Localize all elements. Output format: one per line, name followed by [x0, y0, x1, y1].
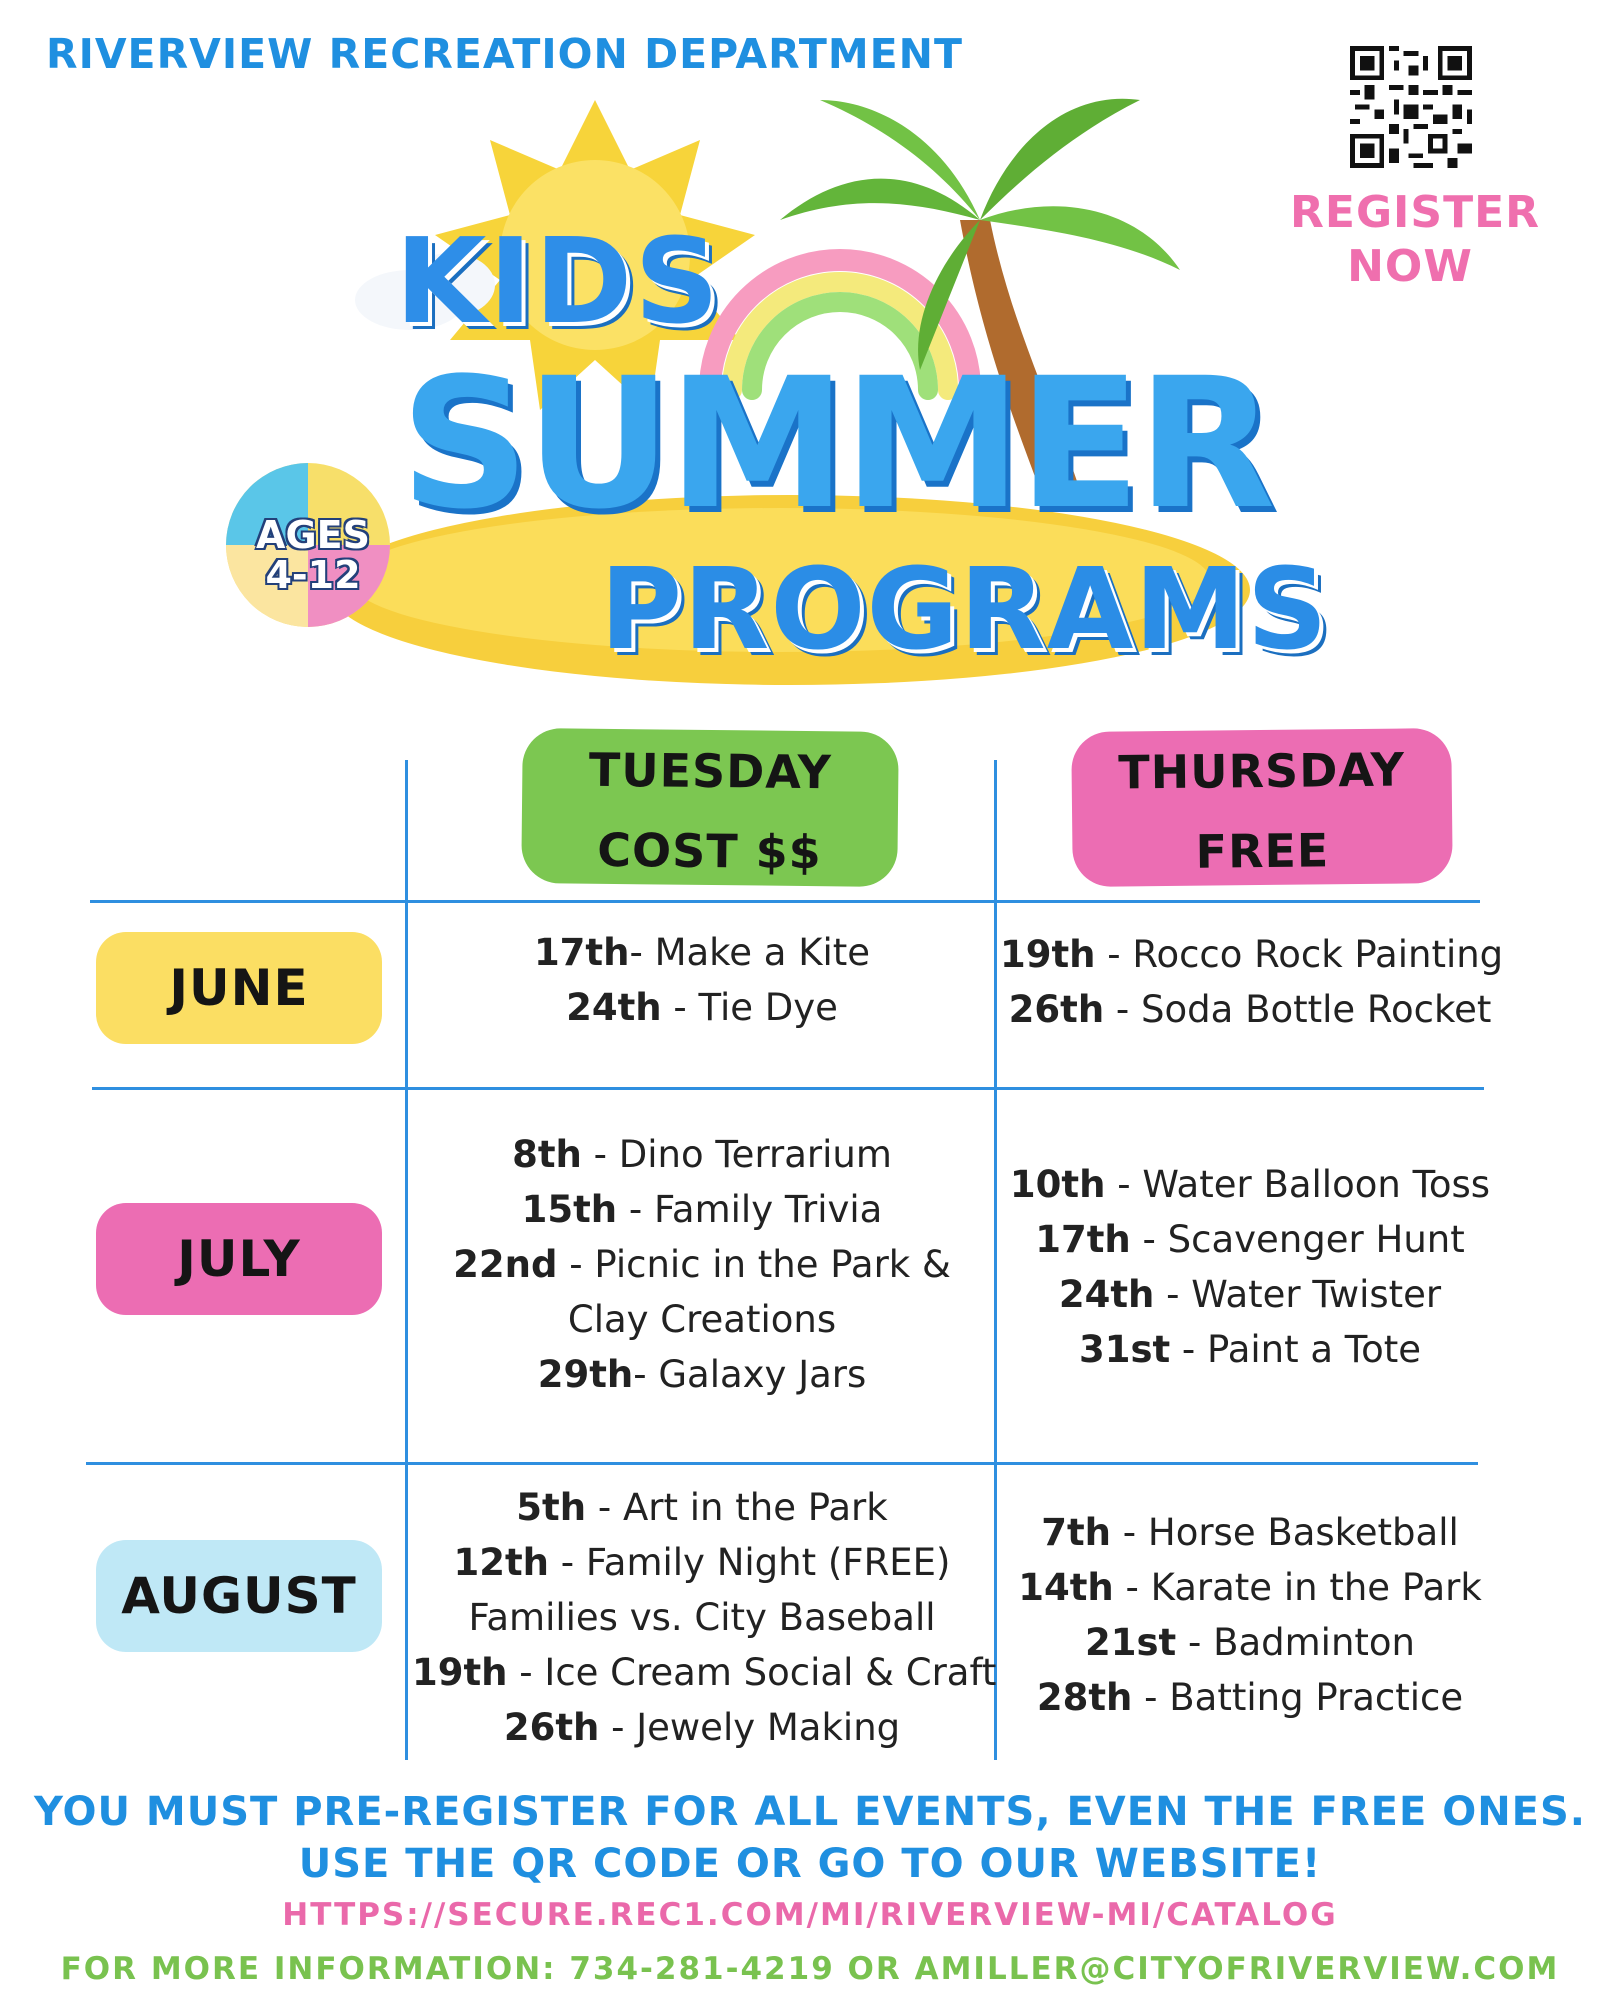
event-date: 17th — [533, 931, 630, 974]
july-tuesday-cell — [412, 1127, 992, 1402]
june-thursday-cell — [1000, 927, 1504, 1037]
event-date: 29th — [537, 1353, 634, 1396]
month-august: AUGUST — [96, 1540, 382, 1652]
event-text: Clay Creations — [567, 1298, 837, 1341]
event-date: 5th — [516, 1486, 587, 1529]
register-now-link[interactable]: REGISTER NOW — [1290, 187, 1541, 292]
event-text: - Dino Terrarium — [581, 1133, 892, 1176]
grid-vline-1 — [405, 760, 408, 1760]
event-date: 21st — [1085, 1621, 1177, 1664]
event-line — [412, 1590, 992, 1645]
event-line — [412, 1480, 992, 1535]
event-text: - Ice Cream Social & Craft — [507, 1651, 997, 1694]
event-text: - Badminton — [1176, 1621, 1415, 1664]
ages-badge — [238, 515, 388, 595]
event-line — [1000, 982, 1500, 1037]
event-text: - Horse Basketball — [1111, 1511, 1459, 1554]
event-text: - Rocco Rock Painting — [1095, 933, 1504, 976]
event-text: - Family Trivia — [617, 1188, 883, 1231]
event-line — [1000, 1212, 1500, 1267]
event-line — [412, 1237, 992, 1292]
ages-range: 4-12 — [265, 553, 361, 597]
department-title: RIVERVIEW RECREATION DEPARTMENT — [46, 30, 963, 78]
event-line — [412, 925, 992, 980]
event-text: - Paint a Tote — [1170, 1328, 1422, 1371]
event-line — [412, 1127, 992, 1182]
event-text: - Jewely Making — [599, 1706, 901, 1749]
event-line — [412, 1645, 997, 1700]
event-line — [412, 1182, 992, 1237]
notice-line-2: USE THE QR CODE OR GO TO OUR WEBSITE! — [298, 1841, 1322, 1887]
event-date: 19th — [1000, 933, 1096, 976]
tuesday-label: TUESDAY — [588, 742, 833, 800]
event-text: Families vs. City Baseball — [468, 1596, 936, 1639]
august-thursday-cell — [1000, 1505, 1500, 1725]
event-line — [1000, 927, 1504, 982]
event-text: - Water Twister — [1154, 1273, 1442, 1316]
event-text: - Water Balloon Toss — [1105, 1163, 1491, 1206]
event-date: 24th — [566, 986, 662, 1029]
website-link[interactable]: HTTPS://SECURE.REC1.COM/MI/RIVERVIEW-MI/CATALOG — [282, 1897, 1338, 1933]
event-line — [412, 1535, 992, 1590]
grid-hline-1 — [90, 900, 1480, 903]
event-text: - Karate in the Park — [1113, 1566, 1482, 1609]
grid-vline-2 — [994, 760, 997, 1760]
thursday-label: THURSDAY — [1118, 742, 1406, 800]
qr-code-icon[interactable] — [1350, 46, 1472, 168]
event-date: 8th — [512, 1133, 582, 1176]
event-line — [412, 1700, 992, 1755]
event-line — [412, 1347, 992, 1402]
event-date: 7th — [1041, 1511, 1111, 1554]
notice-line-1: YOU MUST PRE-REGISTER FOR ALL EVENTS, EVEN THE FREE ONES. — [33, 1789, 1587, 1835]
thursday-cost: FREE — [1195, 823, 1330, 879]
event-line — [1000, 1615, 1500, 1670]
event-date: 17th — [1035, 1218, 1131, 1261]
event-line — [412, 980, 992, 1035]
event-text: - Art in the Park — [586, 1486, 888, 1529]
tuesday-header — [521, 728, 899, 887]
month-july: JULY — [96, 1203, 382, 1315]
event-line — [1000, 1560, 1500, 1615]
contact-info: FOR MORE INFORMATION: 734-281-4219 OR AMILLER@CITYOFRIVERVIEW.COM — [60, 1951, 1560, 1987]
event-text: - Tie Dye — [661, 986, 838, 1029]
event-date: 22nd — [453, 1243, 558, 1286]
event-line — [1000, 1322, 1500, 1377]
event-date: 26th — [503, 1706, 600, 1749]
month-june: JUNE — [96, 932, 382, 1044]
event-line — [412, 1292, 992, 1347]
event-date: 12th — [453, 1541, 550, 1584]
title-summer: SUMMER — [400, 340, 1272, 549]
event-text: - Picnic in the Park & — [557, 1243, 951, 1286]
ages-label: AGES — [256, 513, 370, 557]
title-kids: KIDS — [395, 212, 722, 350]
event-text: - Soda Bottle Rocket — [1104, 988, 1492, 1031]
tuesday-cost: COST $$ — [597, 822, 823, 880]
july-thursday-cell — [1000, 1157, 1500, 1377]
event-text: - Batting Practice — [1132, 1676, 1464, 1719]
grid-hline-3 — [86, 1462, 1478, 1465]
event-text: - Make a Kite — [629, 931, 871, 974]
registration-notice — [0, 1786, 1620, 1890]
event-line — [1000, 1157, 1500, 1212]
event-date: 14th — [1018, 1566, 1114, 1609]
june-tuesday-cell — [412, 925, 992, 1035]
event-date: 19th — [412, 1651, 508, 1694]
event-line — [1000, 1670, 1500, 1725]
event-text: - Family Night (FREE) — [549, 1541, 951, 1584]
august-tuesday-cell — [412, 1480, 997, 1755]
event-date: 31st — [1078, 1328, 1171, 1371]
event-date: 15th — [521, 1188, 618, 1231]
event-text: - Galaxy Jars — [633, 1353, 867, 1396]
grid-hline-2 — [92, 1087, 1484, 1090]
event-text: - Scavenger Hunt — [1130, 1218, 1465, 1261]
event-date: 26th — [1008, 988, 1105, 1031]
event-date: 24th — [1058, 1273, 1155, 1316]
thursday-header — [1071, 728, 1453, 887]
event-line — [1000, 1267, 1500, 1322]
event-date: 10th — [1009, 1163, 1106, 1206]
event-line — [1000, 1505, 1500, 1560]
title-programs: PROGRAMS — [600, 545, 1329, 675]
event-date: 28th — [1036, 1676, 1133, 1719]
